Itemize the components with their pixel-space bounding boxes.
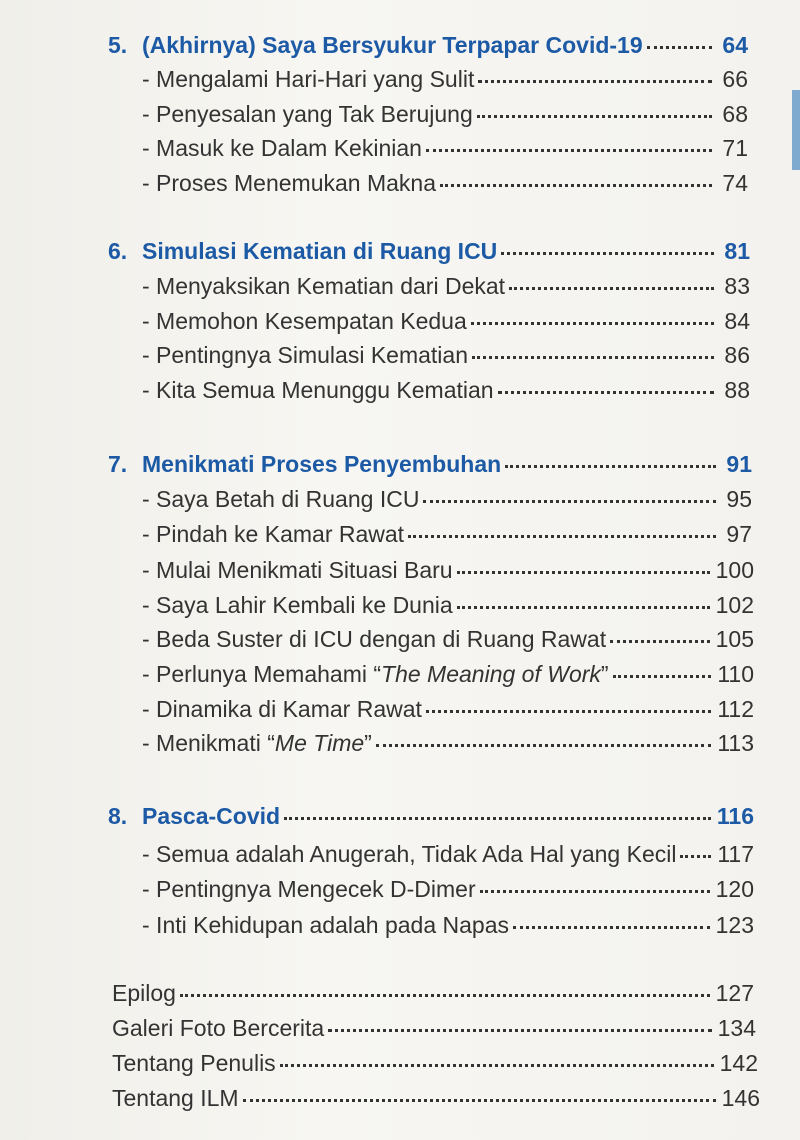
- section-title: - Pindah ke Kamar Rawat: [142, 521, 405, 547]
- page-number: 91: [726, 451, 752, 477]
- section-entry[interactable]: [142, 839, 754, 869]
- chapter-8-entry[interactable]: [108, 801, 754, 831]
- page-number: 97: [726, 521, 752, 547]
- chapter-number: 7.: [108, 451, 128, 477]
- leader-dots: [180, 992, 710, 997]
- section-entry[interactable]: [142, 64, 748, 94]
- section-title: - Menyaksikan Kematian dari Dekat: [142, 273, 506, 299]
- chapter-title: (Akhirnya) Saya Bersyukur Terpapar Covid-19: [142, 32, 643, 58]
- section-entry[interactable]: [142, 168, 748, 198]
- italic-phrase: The Meaning of Work: [381, 661, 601, 687]
- leader-dots: [613, 673, 712, 678]
- page-number: 142: [719, 1050, 758, 1076]
- page-number: 68: [722, 101, 748, 127]
- leader-dots: [426, 708, 711, 713]
- section-title: - Saya Betah di Ruang ICU: [142, 486, 420, 512]
- page-number: 83: [724, 273, 750, 299]
- leader-dots: [501, 250, 714, 255]
- leader-dots: [477, 113, 712, 118]
- section-entry[interactable]: [142, 340, 750, 370]
- leader-dots: [498, 389, 714, 394]
- leader-dots: [440, 182, 712, 187]
- back-matter-entry[interactable]: [112, 978, 754, 1008]
- page-number: 123: [715, 912, 754, 938]
- page-number: 88: [724, 377, 750, 403]
- section-entry[interactable]: [142, 555, 754, 585]
- leader-dots: [509, 285, 714, 290]
- back-matter-entry[interactable]: [112, 1083, 760, 1113]
- section-title: - Memohon Kesempatan Kedua: [142, 308, 467, 334]
- chapter-title: Pasca-Covid: [142, 803, 281, 829]
- leader-dots: [457, 569, 710, 574]
- chapter-number: 5.: [108, 32, 128, 58]
- page-number: 113: [717, 730, 754, 756]
- page-edge-marker: [792, 90, 800, 170]
- leader-dots: [457, 604, 710, 609]
- leader-dots: [328, 1027, 711, 1032]
- chapter-5-entry[interactable]: [108, 30, 748, 60]
- leader-dots: [376, 742, 712, 747]
- entry-title: Tentang Penulis: [112, 1050, 276, 1076]
- page-number: 64: [722, 32, 748, 58]
- section-entry[interactable]: [142, 910, 754, 940]
- page-number: 100: [715, 557, 754, 583]
- page-number: 127: [715, 980, 754, 1006]
- chapter-number: 6.: [108, 238, 128, 264]
- page-number: 95: [726, 486, 752, 512]
- leader-dots: [513, 924, 710, 929]
- back-matter-entry[interactable]: [112, 1048, 758, 1078]
- section-entry[interactable]: [142, 306, 750, 336]
- leader-dots: [647, 44, 712, 49]
- page-number: 116: [716, 803, 754, 829]
- section-title: - Perlunya Memahami “The Meaning of Work”: [142, 661, 609, 687]
- page-number: 105: [715, 626, 754, 652]
- page-number: 120: [715, 876, 754, 902]
- section-entry[interactable]: [142, 590, 754, 620]
- italic-phrase: Me Time: [274, 730, 365, 756]
- page-number: 66: [722, 66, 748, 92]
- leader-dots: [280, 1062, 714, 1067]
- leader-dots: [480, 888, 710, 893]
- section-title: - Pentingnya Simulasi Kematian: [142, 342, 468, 368]
- section-title: - Dinamika di Kamar Rawat: [142, 696, 422, 722]
- section-title: - Masuk ke Dalam Kekinian: [142, 135, 422, 161]
- leader-dots: [423, 498, 716, 503]
- page-number: 81: [724, 238, 750, 264]
- chapter-title: Simulasi Kematian di Ruang ICU: [142, 238, 498, 264]
- section-title: - Penyesalan yang Tak Berujung: [142, 101, 473, 127]
- leader-dots: [680, 853, 711, 858]
- page-number: 74: [722, 170, 748, 196]
- entry-title: Tentang ILM: [112, 1085, 239, 1111]
- section-entry[interactable]: [142, 271, 750, 301]
- entry-title: Galeri Foto Bercerita: [112, 1015, 325, 1041]
- leader-dots: [505, 463, 716, 468]
- leader-dots: [478, 78, 712, 83]
- page-number: 117: [717, 841, 754, 867]
- chapter-6-entry[interactable]: [108, 236, 750, 266]
- page-number: 71: [722, 135, 748, 161]
- page-number: 110: [717, 661, 754, 687]
- leader-dots: [426, 147, 712, 152]
- section-entry[interactable]: [142, 694, 754, 724]
- section-title: - Proses Menemukan Makna: [142, 170, 437, 196]
- page-number: 146: [721, 1085, 760, 1111]
- section-title: - Beda Suster di ICU dengan di Ruang Rawat: [142, 626, 607, 652]
- back-matter-entry[interactable]: [112, 1013, 756, 1043]
- section-title: - Inti Kehidupan adalah pada Napas: [142, 912, 510, 938]
- entry-title: Epilog: [112, 980, 176, 1006]
- section-entry[interactable]: [142, 874, 754, 904]
- section-entry[interactable]: [142, 519, 752, 549]
- section-title: - Mengalami Hari-Hari yang Sulit: [142, 66, 475, 92]
- leader-dots: [471, 320, 714, 325]
- section-title: - Kita Semua Menunggu Kematian: [142, 377, 494, 403]
- section-entry[interactable]: [142, 659, 754, 689]
- page-number: 84: [724, 308, 750, 334]
- leader-dots: [284, 815, 711, 820]
- section-title: - Mulai Menikmati Situasi Baru: [142, 557, 453, 583]
- page-number: 102: [715, 592, 754, 618]
- section-entry[interactable]: [142, 728, 754, 758]
- section-entry[interactable]: [142, 484, 752, 514]
- section-title: - Saya Lahir Kembali ke Dunia: [142, 592, 453, 618]
- chapter-title: Menikmati Proses Penyembuhan: [142, 451, 502, 477]
- leader-dots: [610, 638, 710, 643]
- section-title: - Semua adalah Anugerah, Tidak Ada Hal yang Kecil: [142, 841, 677, 867]
- leader-dots: [243, 1097, 716, 1102]
- chapter-number: 8.: [108, 803, 128, 829]
- section-entry[interactable]: [142, 624, 754, 654]
- section-entry[interactable]: [142, 375, 750, 405]
- page-number: 112: [717, 696, 754, 722]
- leader-dots: [408, 533, 716, 538]
- section-entry[interactable]: [142, 99, 748, 129]
- section-entry[interactable]: [142, 133, 748, 163]
- section-title: - Pentingnya Mengecek D-Dimer: [142, 876, 476, 902]
- page-number: 86: [724, 342, 750, 368]
- page-number: 134: [717, 1015, 756, 1041]
- section-title: - Menikmati “Me Time”: [142, 730, 372, 756]
- leader-dots: [472, 354, 714, 359]
- chapter-7-entry[interactable]: [108, 449, 752, 479]
